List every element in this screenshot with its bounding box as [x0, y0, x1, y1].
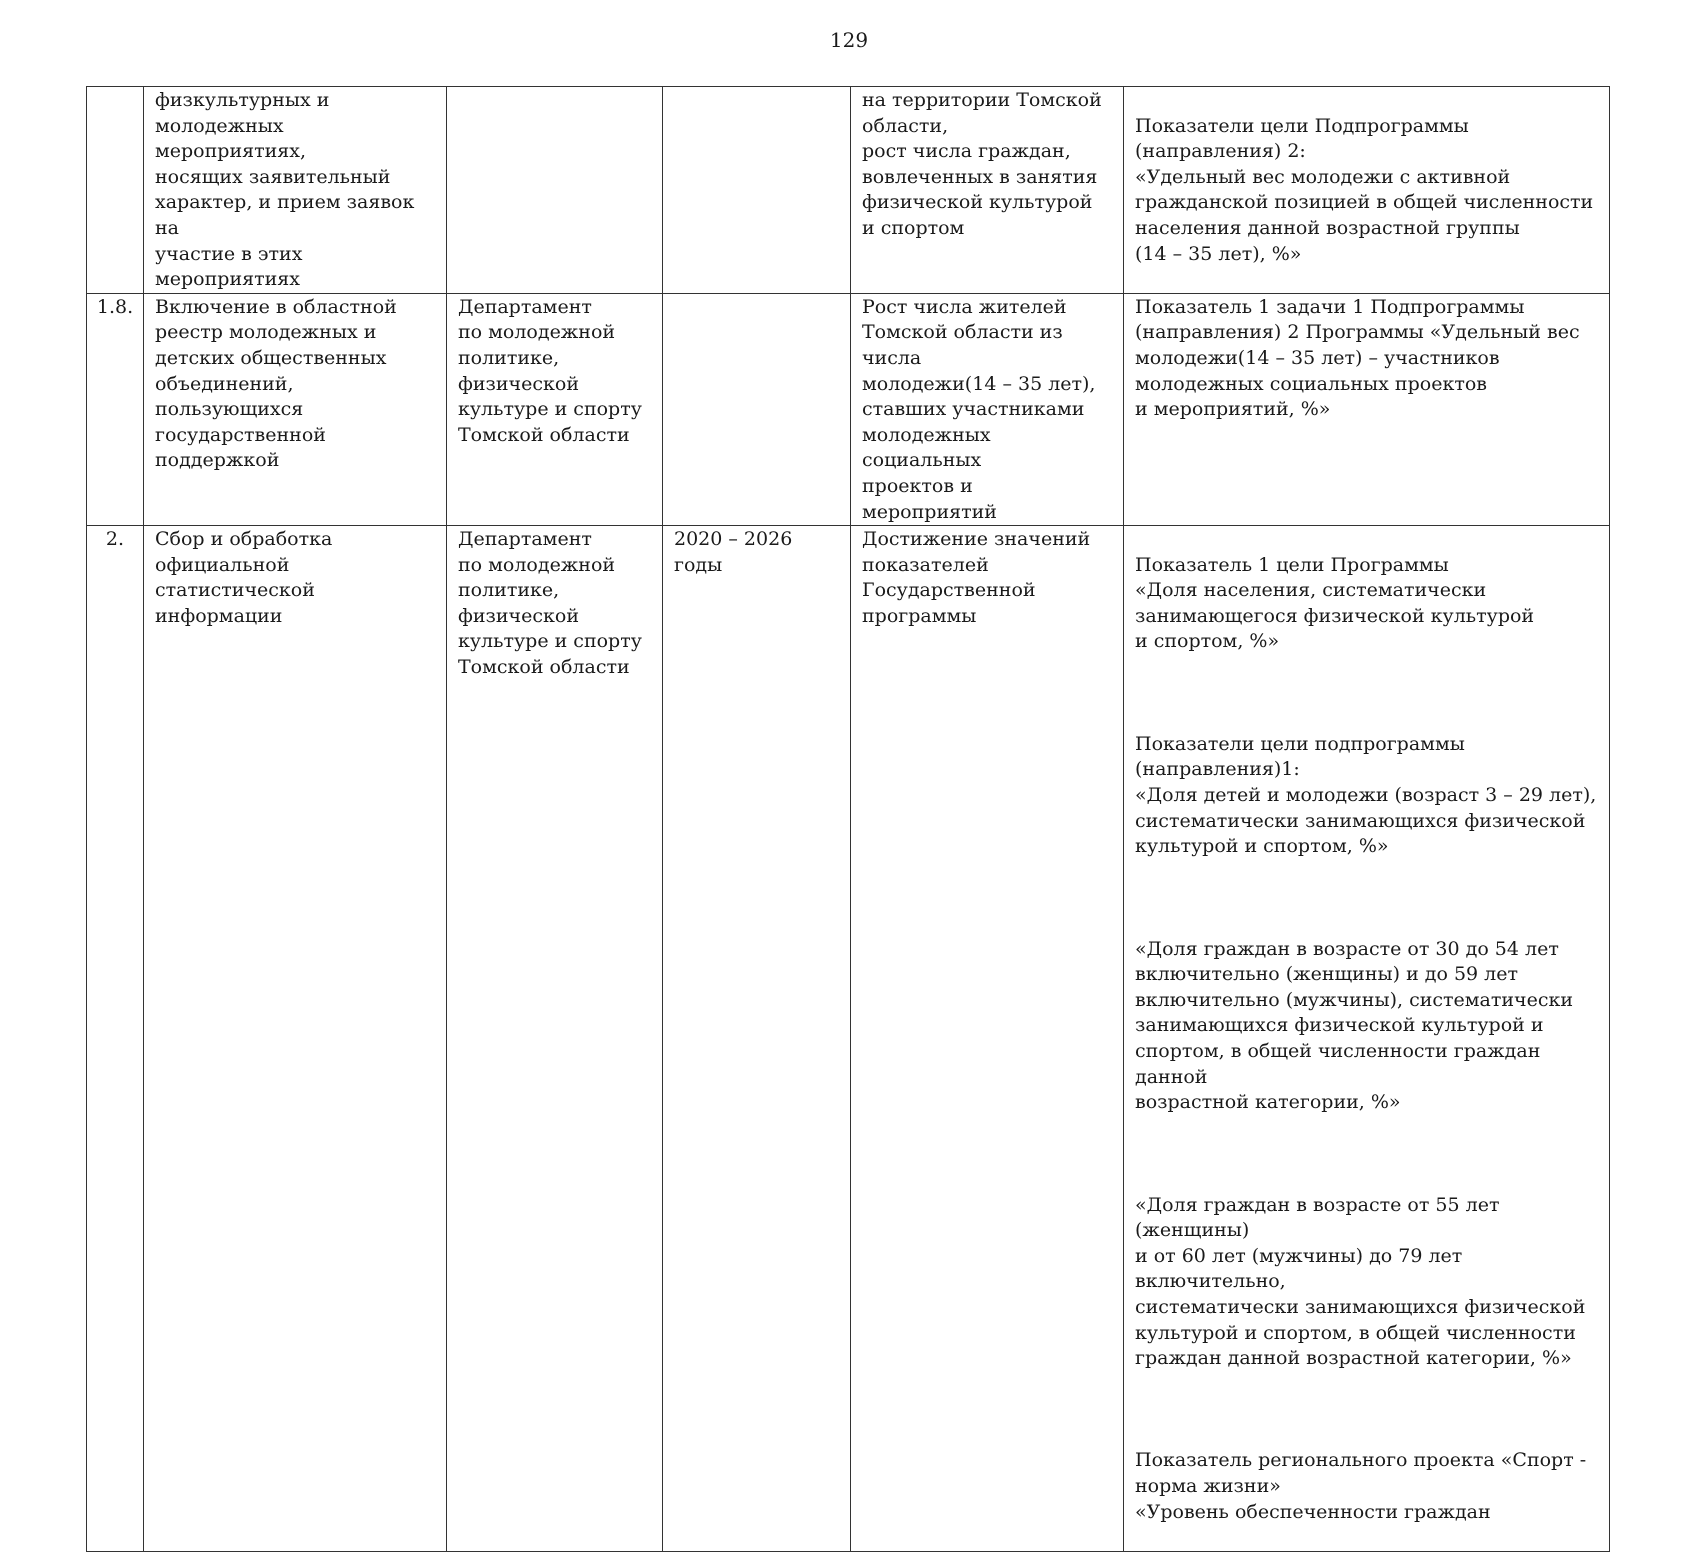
executor-cell: Департамент по молодежной политике, физической культуре и спорту Томской области	[447, 293, 663, 525]
table-row	[87, 87, 1610, 294]
indicator-block: Показатели цели подпрограммы (направления)1: «Доля детей и молодежи (возраст 3 – 29 лет), систематически занимающихся физической культурой и спортом, %»	[1135, 732, 1597, 858]
indicator-block: Показатель 1 цели Программы «Доля населения, систематически занимающегося физической культурой и спортом, %»	[1135, 553, 1535, 653]
indicator-block: Показатель регионального проекта «Спорт - норма жизни» «Уровень обеспеченности граждан	[1135, 1449, 1587, 1523]
row-number: 2.	[87, 526, 144, 1552]
event-cell: физкультурных и молодежных мероприятиях, носящих заявительный характер, и прием заявок на участие в этих мероприятиях	[144, 87, 447, 294]
indicator-cell	[1124, 526, 1610, 1552]
indicator-cell: Показатели цели Подпрограммы (направления) 2: «Удельный вес молодежи с активной гражданской позицией в общей численности населения данной возрастной группы (14 – 35 лет), %»	[1124, 87, 1610, 294]
row-number: 1.8.	[87, 293, 144, 525]
period-cell	[663, 87, 851, 294]
event-cell: Сбор и обработка официальной статистической информации	[144, 526, 447, 1552]
period-cell	[663, 293, 851, 525]
indicator-block: «Доля граждан в возрасте от 55 лет (женщины) и от 60 лет (мужчины) до 79 лет включительно, систематически занимающихся физической культурой и спортом, в общей численности граждан данной возрастной категории, %»	[1135, 1193, 1586, 1370]
row-number	[87, 87, 144, 294]
indicator-block: «Доля граждан в возрасте от 30 до 54 лет включительно (женщины) и до 59 лет включительно (мужчины), систематически занимающихся физической культурой и спортом, в общей численности граждан данной возрастной категории, %»	[1135, 937, 1574, 1114]
event-cell: Включение в областной реестр молодежных и детских общественных объединений, пользующихся государственной поддержкой	[144, 293, 447, 525]
program-table	[86, 86, 1610, 1552]
table-row	[87, 293, 1610, 525]
executor-cell	[447, 87, 663, 294]
result-cell: Рост числа жителей Томской области из числа молодежи(14 – 35 лет), ставших участниками молодежных социальных проектов и мероприятий	[851, 293, 1124, 525]
indicator-cell: Показатель 1 задачи 1 Подпрограммы (направления) 2 Программы «Удельный вес молодежи(14 – 35 лет) – участников молодежных социальных проектов и мероприятий, %»	[1124, 293, 1610, 525]
page-number: 129	[829, 28, 869, 52]
executor-cell: Департамент по молодежной политике, физической культуре и спорту Томской области	[447, 526, 663, 1552]
result-cell: Достижение значений показателей Государственной программы	[851, 526, 1124, 1552]
table-row	[87, 526, 1610, 1552]
period-cell: 2020 – 2026 годы	[663, 526, 851, 1552]
result-cell: на территории Томской области, рост числа граждан, вовлеченных в занятия физической культурой и спортом	[851, 87, 1124, 294]
